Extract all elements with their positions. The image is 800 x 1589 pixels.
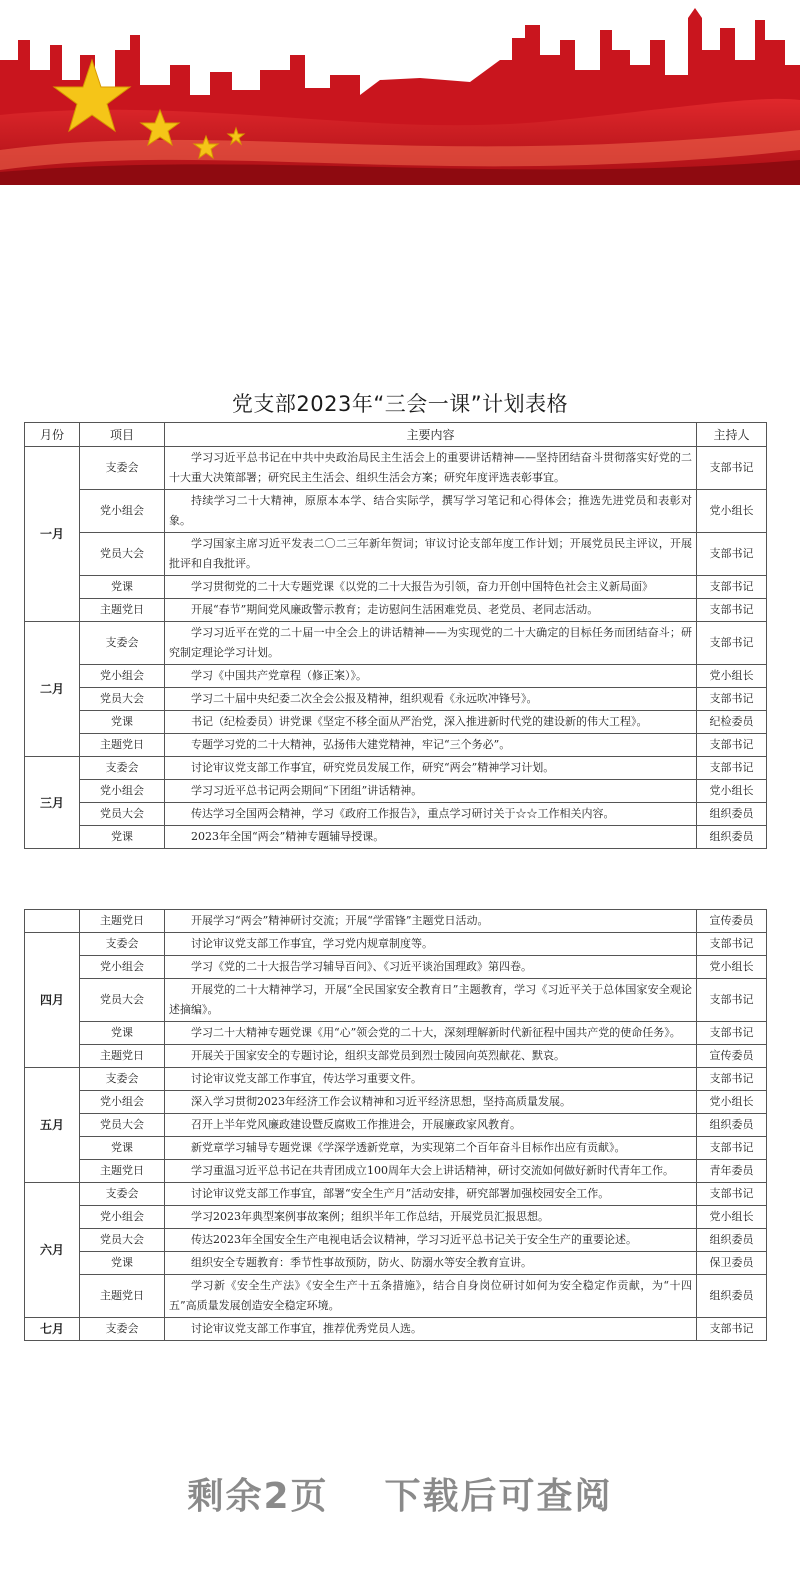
content-cell: 开展党的二十大精神学习，开展“全民国家安全教育日”主题教育，学习《习近平关于总体国家安全观论述摘编》。 bbox=[165, 979, 697, 1022]
content-cell: 学习国家主席习近平发表二〇二三年新年贺词；审议讨论支部年度工作计划；开展党员民主评议，开展批评和自我批评。 bbox=[165, 533, 697, 576]
table-row bbox=[25, 1183, 767, 1206]
content-cell: 学习贯彻党的二十大专题党课《以党的二十大报告为引领，奋力开创中国特色社会主义新局面》 bbox=[165, 576, 697, 599]
content-cell: 新党章学习辅导专题党课《学深学透新党章，为实现第二个百年奋斗目标作出应有贡献》。 bbox=[165, 1137, 697, 1160]
item-cell: 支委会 bbox=[80, 1318, 165, 1341]
table-row bbox=[25, 711, 767, 734]
host-cell: 宣传委员 bbox=[697, 1045, 767, 1068]
month-cell: 一月 bbox=[25, 447, 80, 622]
item-cell: 主题党日 bbox=[80, 1160, 165, 1183]
month-cell: 二月 bbox=[25, 622, 80, 757]
item-cell: 支委会 bbox=[80, 622, 165, 665]
item-cell: 党员大会 bbox=[80, 1229, 165, 1252]
item-cell: 支委会 bbox=[80, 1183, 165, 1206]
table-row bbox=[25, 757, 767, 780]
item-cell: 党小组会 bbox=[80, 1206, 165, 1229]
item-cell: 党员大会 bbox=[80, 1114, 165, 1137]
host-cell: 组织委员 bbox=[697, 1275, 767, 1318]
header-item: 项目 bbox=[80, 423, 165, 447]
item-cell: 党课 bbox=[80, 576, 165, 599]
host-cell: 支部书记 bbox=[697, 576, 767, 599]
content-cell: 学习《党的二十大报告学习辅导百问》、《习近平谈治国理政》第四卷。 bbox=[165, 956, 697, 979]
table-row bbox=[25, 665, 767, 688]
item-cell: 支委会 bbox=[80, 1068, 165, 1091]
content-cell: 书记（纪检委员）讲党课《坚定不移全面从严治党，深入推进新时代党的建设新的伟大工程》。 bbox=[165, 711, 697, 734]
item-cell: 党小组会 bbox=[80, 490, 165, 533]
item-cell: 党课 bbox=[80, 1137, 165, 1160]
content-cell: 深入学习贯彻2023年经济工作会议精神和习近平经济思想，坚持高质量发展。 bbox=[165, 1091, 697, 1114]
host-cell: 组织委员 bbox=[697, 1114, 767, 1137]
month-cell: 五月 bbox=[25, 1068, 80, 1183]
host-cell: 党小组长 bbox=[697, 780, 767, 803]
host-cell: 党小组长 bbox=[697, 956, 767, 979]
host-cell: 支部书记 bbox=[697, 979, 767, 1022]
host-cell: 支部书记 bbox=[697, 734, 767, 757]
host-cell: 支部书记 bbox=[697, 1183, 767, 1206]
content-cell: 2023年全国“两会”精神专题辅导授课。 bbox=[165, 826, 697, 849]
item-cell: 支委会 bbox=[80, 933, 165, 956]
content-cell: 学习习近平总书记两会期间“下团组”讲话精神。 bbox=[165, 780, 697, 803]
table-row bbox=[25, 979, 767, 1022]
host-cell: 组织委员 bbox=[697, 803, 767, 826]
content-cell: 学习重温习近平总书记在共青团成立100周年大会上讲话精神，研讨交流如何做好新时代青年工作。 bbox=[165, 1160, 697, 1183]
item-cell: 主题党日 bbox=[80, 599, 165, 622]
item-cell: 党课 bbox=[80, 1022, 165, 1045]
host-cell: 支部书记 bbox=[697, 1022, 767, 1045]
content-cell: 学习二十大精神专题党课《用“心”领会党的二十大，深刻理解新时代新征程中国共产党的使命任务》。 bbox=[165, 1022, 697, 1045]
table-header-row bbox=[25, 423, 767, 447]
month-cell: 六月 bbox=[25, 1183, 80, 1318]
header-banner bbox=[0, 0, 800, 185]
content-cell: 专题学习党的二十大精神，弘扬伟大建党精神，牢记“三个务必”。 bbox=[165, 734, 697, 757]
item-cell: 支委会 bbox=[80, 757, 165, 780]
content-cell: 讨论审议党支部工作事宜，学习党内规章制度等。 bbox=[165, 933, 697, 956]
table-row bbox=[25, 1206, 767, 1229]
table-row bbox=[25, 1252, 767, 1275]
item-cell: 党小组会 bbox=[80, 665, 165, 688]
table-row bbox=[25, 803, 767, 826]
table-row bbox=[25, 956, 767, 979]
table-row bbox=[25, 1137, 767, 1160]
content-cell: 学习《中国共产党章程（修正案）》。 bbox=[165, 665, 697, 688]
table-row bbox=[25, 688, 767, 711]
item-cell: 党小组会 bbox=[80, 780, 165, 803]
host-cell: 支部书记 bbox=[697, 622, 767, 665]
host-cell: 纪检委员 bbox=[697, 711, 767, 734]
content-cell: 开展“春节”期间党风廉政警示教育；走访慰问生活困难党员、老党员、老同志活动。 bbox=[165, 599, 697, 622]
table-row bbox=[25, 1275, 767, 1318]
table-row bbox=[25, 1114, 767, 1137]
item-cell: 主题党日 bbox=[80, 910, 165, 933]
table-row bbox=[25, 826, 767, 849]
download-notice bbox=[0, 1468, 800, 1519]
content-cell: 讨论审议党支部工作事宜，推荐优秀党员人选。 bbox=[165, 1318, 697, 1341]
table-row bbox=[25, 1068, 767, 1091]
item-cell: 党课 bbox=[80, 826, 165, 849]
table-row bbox=[25, 780, 767, 803]
host-cell: 党小组长 bbox=[697, 490, 767, 533]
item-cell: 党员大会 bbox=[80, 979, 165, 1022]
content-cell: 讨论审议党支部工作事宜，研究党员发展工作，研究“两会”精神学习计划。 bbox=[165, 757, 697, 780]
host-cell: 支部书记 bbox=[697, 688, 767, 711]
host-cell: 青年委员 bbox=[697, 1160, 767, 1183]
item-cell: 党员大会 bbox=[80, 688, 165, 711]
table-row bbox=[25, 933, 767, 956]
table-row bbox=[25, 1022, 767, 1045]
month-cell bbox=[25, 910, 80, 933]
remaining-pages-text: 剩余2页 bbox=[187, 1476, 329, 1517]
content-cell: 讨论审议党支部工作事宜，传达学习重要文件。 bbox=[165, 1068, 697, 1091]
item-cell: 主题党日 bbox=[80, 1275, 165, 1318]
item-cell: 党员大会 bbox=[80, 803, 165, 826]
content-cell: 组织安全专题教育：季节性事故预防，防火、防溺水等安全教育宣讲。 bbox=[165, 1252, 697, 1275]
host-cell: 支部书记 bbox=[697, 1068, 767, 1091]
table-row bbox=[25, 1091, 767, 1114]
host-cell: 组织委员 bbox=[697, 1229, 767, 1252]
header-month: 月份 bbox=[25, 423, 80, 447]
month-cell: 四月 bbox=[25, 933, 80, 1068]
content-cell: 持续学习二十大精神，原原本本学、结合实际学，撰写学习笔记和心得体会；推选先进党员和表彰对象。 bbox=[165, 490, 697, 533]
item-cell: 党小组会 bbox=[80, 1091, 165, 1114]
item-cell: 支委会 bbox=[80, 447, 165, 490]
content-cell: 学习二十届中央纪委二次全会公报及精神，组织观看《永远吹冲锋号》。 bbox=[165, 688, 697, 711]
host-cell: 支部书记 bbox=[697, 1137, 767, 1160]
table-row bbox=[25, 576, 767, 599]
content-cell: 学习习近平在党的二十届一中全会上的讲话精神——为实现党的二十大确定的目标任务而团结奋斗；研究制定理论学习计划。 bbox=[165, 622, 697, 665]
host-cell: 支部书记 bbox=[697, 933, 767, 956]
table-row bbox=[25, 533, 767, 576]
host-cell: 党小组长 bbox=[697, 1206, 767, 1229]
host-cell: 支部书记 bbox=[697, 1318, 767, 1341]
host-cell: 宣传委员 bbox=[697, 910, 767, 933]
host-cell: 支部书记 bbox=[697, 599, 767, 622]
table-row bbox=[25, 1160, 767, 1183]
table-row bbox=[25, 1318, 767, 1341]
table-row bbox=[25, 734, 767, 757]
page-title: 党支部2023年“三会一课”计划表格 bbox=[231, 392, 569, 416]
item-cell: 主题党日 bbox=[80, 734, 165, 757]
content-cell: 开展学习“两会”精神研讨交流；开展“学雷锋”主题党日活动。 bbox=[165, 910, 697, 933]
header-host: 主持人 bbox=[697, 423, 767, 447]
month-cell: 七月 bbox=[25, 1318, 80, 1341]
item-cell: 党课 bbox=[80, 1252, 165, 1275]
content-cell: 传达学习全国两会精神，学习《政府工作报告》，重点学习研讨关于☆☆工作相关内容。 bbox=[165, 803, 697, 826]
table-row bbox=[25, 1229, 767, 1252]
content-cell: 召开上半年党风廉政建设暨反腐败工作推进会，开展廉政家风教育。 bbox=[165, 1114, 697, 1137]
content-cell: 学习新《安全生产法》《安全生产十五条措施》，结合自身岗位研讨如何为安全稳定作贡献，为“十四五”高质量发展创造安全稳定环境。 bbox=[165, 1275, 697, 1318]
content-cell: 讨论审议党支部工作事宜，部署“安全生产月”活动安排，研究部署加强校园安全工作。 bbox=[165, 1183, 697, 1206]
download-hint-text: 下载后可查阅 bbox=[384, 1476, 613, 1517]
table-row bbox=[25, 910, 767, 933]
table-row bbox=[25, 490, 767, 533]
host-cell: 保卫委员 bbox=[697, 1252, 767, 1275]
content-cell: 学习2023年典型案例事故案例；组织半年工作总结，开展党员汇报思想。 bbox=[165, 1206, 697, 1229]
plan-table-page-1 bbox=[24, 422, 767, 849]
host-cell: 组织委员 bbox=[697, 826, 767, 849]
table-row bbox=[25, 1045, 767, 1068]
item-cell: 党小组会 bbox=[80, 956, 165, 979]
host-cell: 党小组长 bbox=[697, 1091, 767, 1114]
content-cell: 开展关于国家安全的专题讨论，组织支部党员到烈士陵园向英烈献花、默哀。 bbox=[165, 1045, 697, 1068]
host-cell: 支部书记 bbox=[697, 447, 767, 490]
item-cell: 党员大会 bbox=[80, 533, 165, 576]
content-cell: 学习习近平总书记在中共中央政治局民主生活会上的重要讲话精神——坚持团结奋斗贯彻落实好党的二十大重大决策部署；研究民主生活会、组织生活会方案；研究年度评选表彰事宜。 bbox=[165, 447, 697, 490]
table-row bbox=[25, 599, 767, 622]
host-cell: 党小组长 bbox=[697, 665, 767, 688]
item-cell: 党课 bbox=[80, 711, 165, 734]
host-cell: 支部书记 bbox=[697, 757, 767, 780]
table-row bbox=[25, 622, 767, 665]
table-row bbox=[25, 447, 767, 490]
content-cell: 传达2023年全国安全生产电视电话会议精神，学习习近平总书记关于安全生产的重要论述。 bbox=[165, 1229, 697, 1252]
item-cell: 主题党日 bbox=[80, 1045, 165, 1068]
month-cell: 三月 bbox=[25, 757, 80, 849]
host-cell: 支部书记 bbox=[697, 533, 767, 576]
plan-table-page-2 bbox=[24, 909, 767, 1341]
header-content: 主要内容 bbox=[165, 423, 697, 447]
